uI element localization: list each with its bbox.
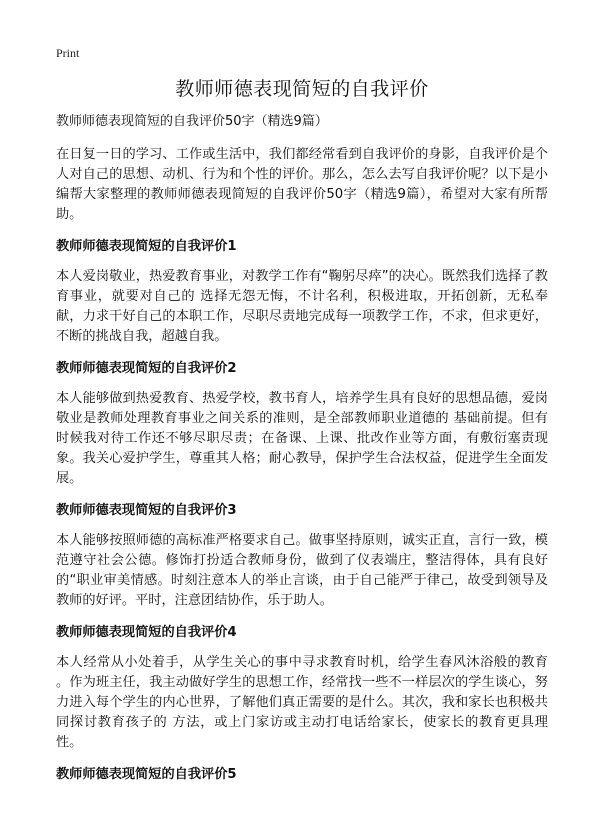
section-4: [56, 623, 548, 753]
intro-paragraph: 在日复一日的学习、工作或生活中，我们都经常看到自我评价的身影，自我评价是个人对自己的思想、动机、行为和个性的评价。那么，怎么去写自我评价呢？以下是小编帮大家整理的教师师德表现简短的自我评价50字（精选9篇），希望对大家有所帮助。: [56, 147, 548, 222]
section-5: [56, 765, 548, 785]
section-heading: 教师师德表现简短的自我评价5: [56, 767, 237, 782]
section-1: [56, 237, 548, 347]
section-heading: 教师师德表现简短的自我评价3: [56, 503, 237, 518]
print-link[interactable]: Print: [56, 46, 80, 60]
section-3: [56, 501, 548, 611]
section-heading: 教师师德表现简短的自我评价2: [56, 361, 237, 376]
page-title: 教师师德表现简短的自我评价: [175, 78, 429, 100]
section-body: 本人能够做到热爱教育、热爱学校，教书育人，培养学生具有良好的思想品德，爱岗敬业是教师处理教育事业之间关系的准则，是全部教师职业道德的 基础前提。但有时候我对待工作还不够尽职尽责；在备课、上课、批改作业等方面，有敷衍塞责现象。我关心爱护学生，尊重其人格；耐心教导，保护学生合法权益，促进学生全面发展。: [56, 391, 548, 486]
section-body: 本人能够按照师德的高标准严格要求自己。做事坚持原则，诚实正直，言行一致，模范遵守社会公德。修饰打扮适合教师身份，做到了仪表端庄，整洁得体，具有良好的“职业审美情感。时刻注意本人的举止言谈，由于自己能严于律己，故受到领导及教师的好评。平时，注意团结协作，乐于助人。: [56, 533, 548, 608]
section-heading: 教师师德表现简短的自我评价1: [56, 239, 237, 254]
section-heading: 教师师德表现简短的自我评价4: [56, 625, 237, 640]
section-2: [56, 359, 548, 489]
section-body: 本人经常从小处着手，从学生关心的事中寻求教育时机，给学生春风沐浴般的教育 。作为班主任，我主动做好学生的思想工作，经常找一些不一样层次的学生谈心，努力进入每个学生的内心世界，了解他们真正需要的是什么。其次，我和家长也积极共同探讨教育孩子的 方法，或上门家访或主动打电话给家长，使家长的教育更具理性。: [56, 655, 548, 750]
document-subtitle: 教师师德表现简短的自我评价50字（精选9篇）: [56, 114, 328, 129]
section-body: 本人爱岗敬业，热爱教育事业，对教学工作有“鞠躬尽瘁”的决心。既然我们选择了教育事业，就要对自己的 选择无怨无悔，不计名利，积极进取，开拓创新，无私奉献，力求干好自己的本职工作，尽职尽责地完成每一项教学工作，不求，但求更好，不断的挑战自我，超越自我。: [56, 269, 548, 344]
